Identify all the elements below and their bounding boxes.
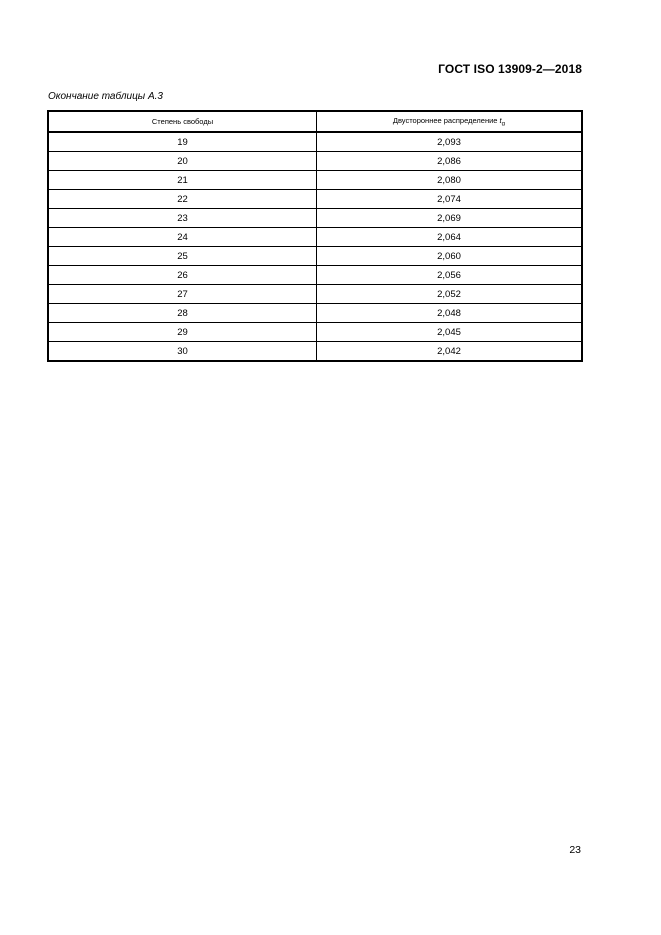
df-cell: 20: [48, 152, 317, 171]
df-cell: 27: [48, 285, 317, 304]
table-row: [48, 152, 582, 171]
header-two-sided-label: Двустороннее распределение: [392, 115, 498, 125]
header-t-symbol: t: [499, 115, 502, 125]
df-cell: 19: [48, 132, 317, 152]
table-row: [48, 247, 582, 266]
value-cell: 2,074: [317, 190, 583, 209]
value-cell: 2,080: [317, 171, 583, 190]
table-row: [48, 132, 582, 152]
df-cell: 24: [48, 228, 317, 247]
value-cell: 2,048: [317, 304, 583, 323]
df-cell: 30: [48, 342, 317, 362]
table-row: [48, 323, 582, 342]
table-row: [48, 342, 582, 362]
t-distribution-table: [47, 110, 583, 362]
df-cell: 26: [48, 266, 317, 285]
table-row: [48, 285, 582, 304]
table-row: [48, 266, 582, 285]
header-degrees-of-freedom: Степень свободы: [48, 111, 317, 132]
df-cell: 25: [48, 247, 317, 266]
header-two-sided-distribution: [317, 111, 583, 132]
value-cell: 2,093: [317, 132, 583, 152]
df-cell: 22: [48, 190, 317, 209]
value-cell: 2,086: [317, 152, 583, 171]
table-row: [48, 228, 582, 247]
value-cell: 2,042: [317, 342, 583, 362]
df-cell: 28: [48, 304, 317, 323]
value-cell: 2,056: [317, 266, 583, 285]
df-cell: 21: [48, 171, 317, 190]
table-row: [48, 209, 582, 228]
table-row: [48, 304, 582, 323]
value-cell: 2,069: [317, 209, 583, 228]
table-header-row: [48, 111, 582, 132]
value-cell: 2,060: [317, 247, 583, 266]
value-cell: 2,045: [317, 323, 583, 342]
value-cell: 2,064: [317, 228, 583, 247]
table-row: [48, 171, 582, 190]
df-cell: 29: [48, 323, 317, 342]
table-caption: Окончание таблицы А.3: [48, 91, 163, 102]
table-row: [48, 190, 582, 209]
page-number: 23: [569, 844, 581, 856]
header-alpha-subscript: α: [501, 121, 506, 128]
df-cell: 23: [48, 209, 317, 228]
standard-id-header: ГОСТ ISO 13909-2—2018: [438, 62, 582, 76]
value-cell: 2,052: [317, 285, 583, 304]
